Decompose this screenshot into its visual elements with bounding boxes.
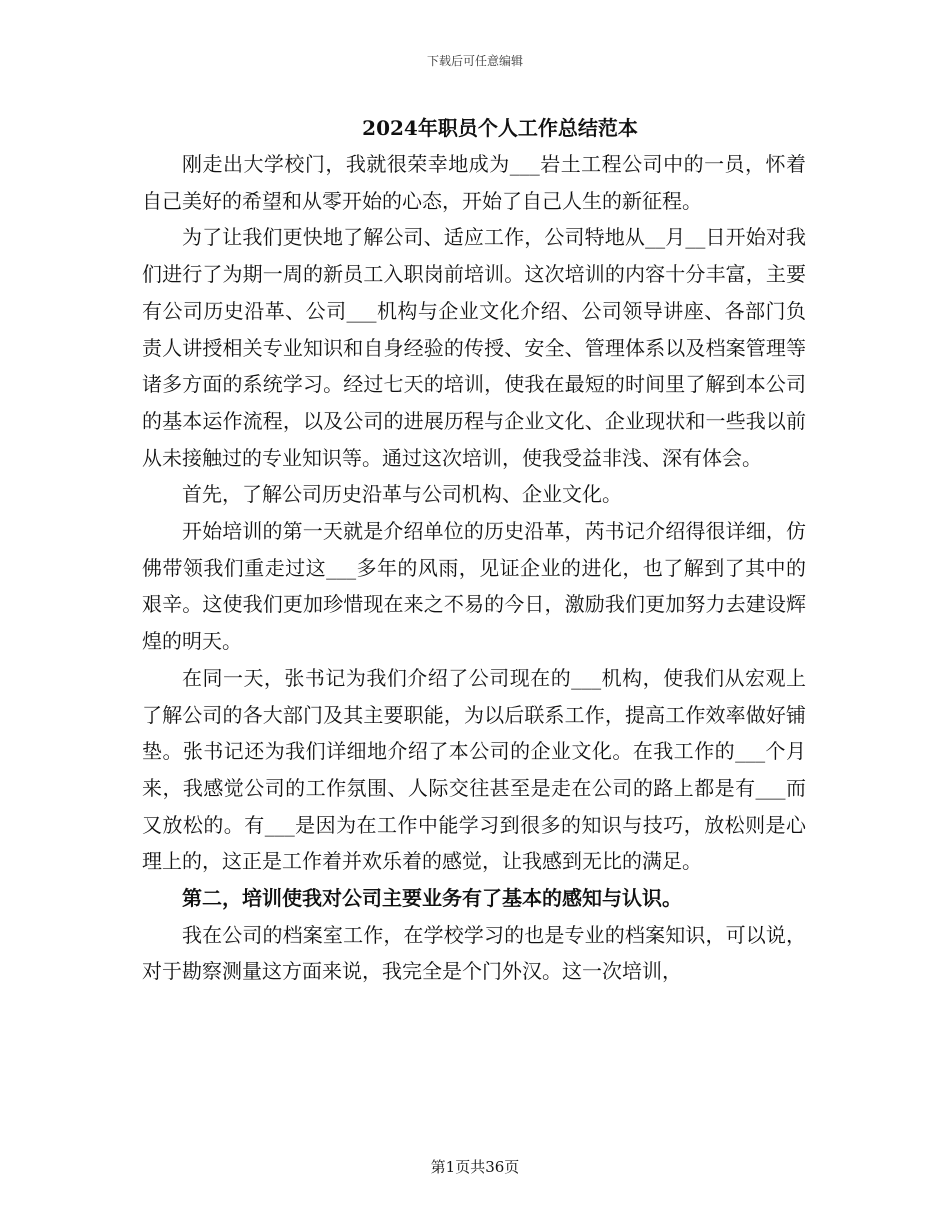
section-heading: 第二，培训使我对公司主要业务有了基本的感知与认识。 bbox=[182, 886, 682, 911]
document-body bbox=[142, 146, 806, 990]
page-header: 下载后可任意编辑 bbox=[426, 54, 523, 68]
document-title: 2024年职员个人工作总结范本 bbox=[362, 116, 638, 140]
page-number: 第1页共36页 bbox=[430, 1158, 520, 1176]
paragraph: 首先，了解公司历史沿革与公司机构、企业文化。 bbox=[182, 482, 622, 507]
paragraph: 开始培训的第一天就是介绍单位的历史沿革，芮书记介绍得很详细，仿佛带领我们重走过这___多年的风雨，见证企业的进化，也了解到了其中的艰辛。这使我们更加珍惜现在来之不易的今日，激励我们更加努力去建设辉煌的明天。 bbox=[142, 519, 806, 654]
paragraph: 刚走出大学校门，我就很荣幸地成为___岩土工程公司中的一员，怀着自己美好的希望和从零开始的心态，开始了自己人生的新征程。 bbox=[142, 152, 806, 213]
paragraph: 在同一天，张书记为我们介绍了公司现在的___机构，使我们从宏观上了解公司的各大部门及其主要职能，为以后联系工作，提高工作效率做好铺垫。张书记还为我们详细地介绍了本公司的企业文化。在我工作的___个月来，我感觉公司的工作氛围、人际交往甚至是走在公司的路上都是有___而又放松的。有___是因为在工作中能学习到很多的知识与技巧，放松则是心理上的，这正是工作着并欢乐着的感觉，让我感到无比的满足。 bbox=[142, 665, 806, 874]
paragraph: 为了让我们更快地了解公司、适应工作，公司特地从__月__日开始对我们进行了为期一周的新员工入职岗前培训。这次培训的内容十分丰富，主要有公司历史沿革、公司___机构与企业文化介绍、公司领导讲座、各部门负责人讲授相关专业知识和自身经验的传授、安全、管理体系以及档案管理等诸多方面的系统学习。经过七天的培训，使我在最短的时间里了解到本公司的基本运作流程，以及公司的进展历程与企业文化、企业现状和一些我以前从未接触过的专业知识等。通过这次培训，使我受益非浅、深有体会。 bbox=[142, 225, 806, 470]
paragraph: 我在公司的档案室工作，在学校学习的也是专业的档案知识，可以说，对于勘察测量这方面来说，我完全是个门外汉。这一次培训， bbox=[142, 922, 806, 984]
